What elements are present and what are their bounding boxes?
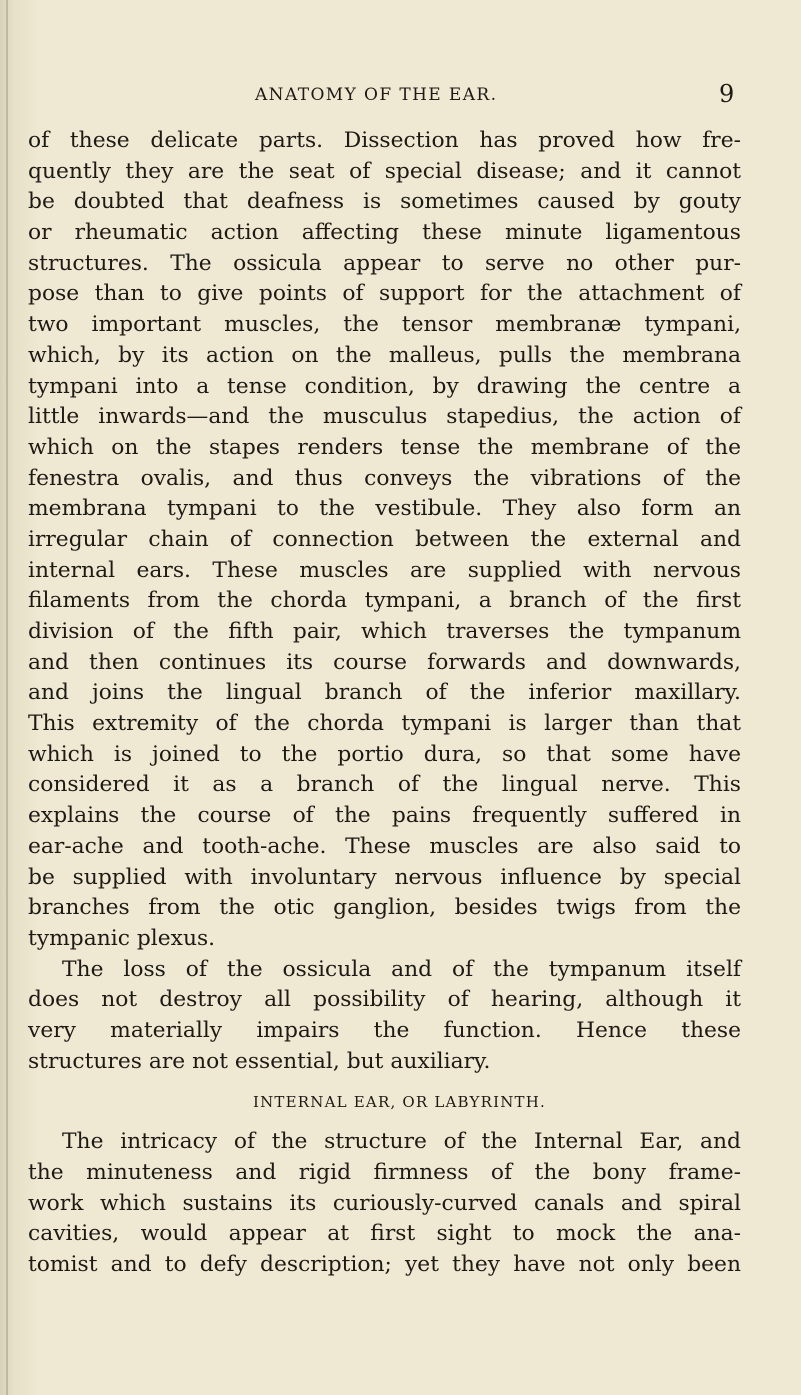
text-line: little inwards—and the musculus stapedius, the action of bbox=[28, 404, 741, 430]
text-line: which, by its action on the malleus, pulls the membrana bbox=[28, 342, 741, 368]
text-line: be supplied with involuntary nervous influence by special bbox=[28, 864, 741, 890]
text-line: The loss of the ossicula and of the tympanum itself bbox=[62, 956, 741, 982]
text-line: the minuteness and rigid firmness of the bony frame- bbox=[28, 1160, 741, 1185]
text-line: This extremity of the chorda tympani is larger than that bbox=[28, 711, 741, 737]
text-line: which on the stapes renders tense the membrane of the bbox=[28, 434, 741, 460]
text-line: considered it as a branch of the lingual nerve. This bbox=[28, 772, 741, 798]
text-line: work which sustains its curiously-curved canals and spiral bbox=[28, 1190, 741, 1216]
paragraph-3 bbox=[28, 1127, 741, 1280]
running-title: ANATOMY OF THE EAR. bbox=[255, 85, 498, 105]
text-line: division of the fifth pair, which traverses the tympanum bbox=[28, 619, 741, 644]
text-line: explains the course of the pains frequently suffered in bbox=[28, 803, 741, 829]
text-line: membrana tympani to the vestibule. They also form an bbox=[28, 496, 741, 522]
text-line: of these delicate parts. Dissection has proved how fre- bbox=[28, 128, 741, 153]
text-line: does not destroy all possibility of hearing, although it bbox=[28, 987, 741, 1013]
text-line: filaments from the chorda tympani, a branch of the first bbox=[28, 588, 741, 614]
text-line: tympani into a tense condition, by drawing the centre a bbox=[28, 373, 741, 399]
text-line: which is joined to the portio dura, so that some have bbox=[28, 741, 741, 767]
text-line: cavities, would appear at first sight to mock the ana- bbox=[28, 1221, 741, 1247]
body-text bbox=[28, 126, 741, 1281]
text-line: and joins the lingual branch of the inferior maxillary. bbox=[28, 680, 741, 706]
text-line: very materially impairs the function. Hence these bbox=[28, 1017, 741, 1043]
text-line: pose than to give points of support for the attachment of bbox=[28, 281, 741, 307]
text-line: and then continues its course forwards and downwards, bbox=[28, 649, 741, 675]
paragraph-2 bbox=[28, 955, 741, 1078]
text-line: irregular chain of connection between the external and bbox=[28, 526, 741, 552]
text-line: ear-ache and tooth-ache. These muscles are also said to bbox=[28, 833, 741, 859]
text-line: branches from the otic ganglion, besides twigs from the bbox=[28, 895, 741, 921]
text-line: be doubted that deafness is sometimes caused by gouty bbox=[28, 189, 741, 215]
text-line: tomist and to defy description; yet they have not only been bbox=[28, 1252, 741, 1278]
text-line: internal ears. These muscles are supplied with nervous bbox=[28, 557, 741, 583]
text-line: quently they are the seat of special disease; and it cannot bbox=[28, 158, 741, 184]
page-number: 9 bbox=[719, 80, 735, 108]
paragraph-1 bbox=[28, 126, 741, 955]
text-line: two important muscles, the tensor membranæ tympani, bbox=[28, 312, 741, 338]
text-line: or rheumatic action affecting these minute ligamentous bbox=[28, 220, 741, 246]
text-line: The intricacy of the structure of the Internal Ear, and bbox=[62, 1129, 741, 1155]
text-line: structures are not essential, but auxiliary. bbox=[28, 1048, 491, 1074]
text-line: structures. The ossicula appear to serve no other pur- bbox=[28, 250, 741, 276]
text-line: fenestra ovalis, and thus conveys the vibrations of the bbox=[28, 465, 741, 491]
page-gutter-shadow bbox=[6, 0, 8, 1395]
running-head bbox=[0, 80, 801, 110]
section-heading: INTERNAL EAR, OR LABYRINTH. bbox=[252, 1093, 546, 1112]
text-line: tympanic plexus. bbox=[28, 925, 216, 951]
